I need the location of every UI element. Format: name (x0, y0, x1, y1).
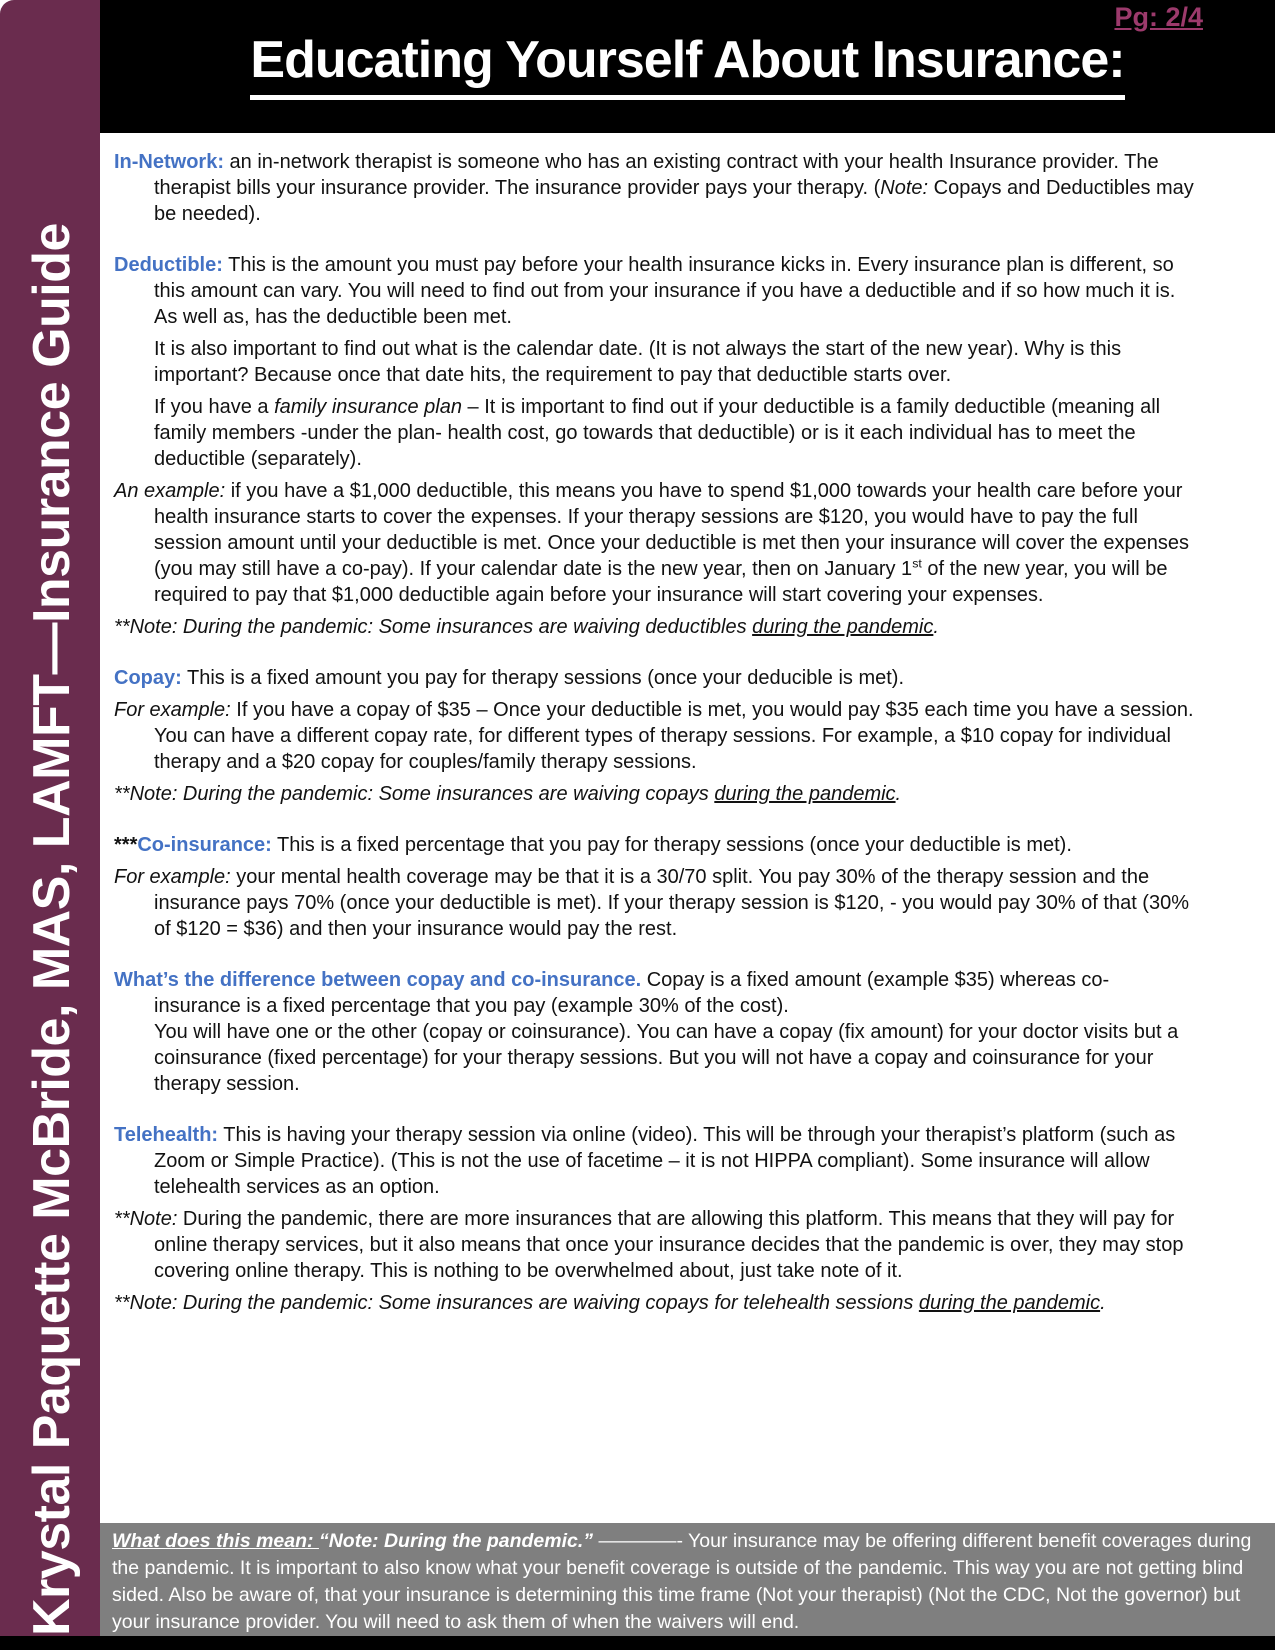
paragraph (114, 967, 1195, 1097)
text-run: Copay: (114, 667, 182, 689)
paragraph (114, 781, 1195, 807)
text-run: If you have a copay of $35 – Once your deductible is met, you would pay $35 each time you have a session. (230, 699, 1194, 721)
paragraph (114, 336, 1195, 388)
paragraph (114, 697, 1195, 775)
page-title: Educating Yourself About Insurance: (250, 30, 1124, 100)
paragraph (114, 252, 1195, 330)
text-run: an in-network therapist is someone who has an existing contract with your health Insurance provider. The therapist bills your insurance provider. The insurance provider pays your therapy. ( (154, 151, 1159, 199)
text-run: For example: (114, 699, 231, 721)
paragraph (114, 1290, 1195, 1316)
paragraph (114, 478, 1195, 608)
text-run: . (1100, 1292, 1106, 1314)
paragraph (114, 1206, 1195, 1284)
text-run: What does this mean: (112, 1530, 319, 1552)
text-run: If you have a (154, 396, 275, 418)
text-run: What’s the difference between copay and co-insurance. (114, 969, 642, 991)
text-run: **Note: During the pandemic: Some insurances are waiving copays for telehealth sessions (114, 1292, 919, 1314)
text-run: Note: (880, 177, 929, 199)
bottom-border (0, 1636, 1275, 1650)
text-run: You will have one or the other (copay or coinsurance). You can have a copay (fix amount) for your doctor visits but a coinsurance (fixed percentage) for your therapy sessions. But you will not have a copay and coinsurance for your therapy session. (154, 1021, 1179, 1095)
text-run: You can have a different copay rate, for different types of therapy sessions. For example, a $10 copay for individual therapy and a $20 copay for couples/family therapy sessions. (154, 725, 1171, 773)
text-run: if you have a $1,000 deductible, this means you have to spend $1,000 towards your health care before your health insurance starts to cover the expenses. If your therapy sessions are $120, you would have to pay the full session amount until your deductible is met. Once your deductible is met then your insurance will cover the expenses (you may still have a co-pay). If your calendar date is the new year, then on January 1 (154, 480, 1189, 580)
text-run: . (933, 616, 939, 638)
footer-note (100, 1523, 1275, 1636)
text-run: Your insurance may be offering different benefit coverages during the pandemic. It is important to also know what your benefit coverage is outside of the pandemic. This way you are not getting blind sided. Also be aware of, that your insurance is determining this time frame (Not your therapist) (Not the CDC, Not the governor) but your insurance provider. You will need to ask them of when the waivers will end. (112, 1530, 1252, 1633)
text-run: This is a fixed amount you pay for therapy sessions (once your deducible is met). (181, 667, 905, 689)
sidebar-author-title: Krystal Paquette McBride, MAS, LAMFT—Insurance Guide (23, 223, 81, 1636)
text-run: In-Network: (114, 151, 224, 173)
paragraph (114, 665, 1195, 691)
text-run: Copay is a fixed amount (example $35) whereas co-insurance is a fixed percentage that you pay (example 30% of the cost). (154, 969, 1110, 1017)
text-run: “Note: During the pandemic.” (318, 1530, 599, 1552)
text-run: Telehealth: (114, 1124, 219, 1146)
text-run: – It is important to find out if your deductible is a family deductible (meaning all family members -under the plan- health cost, go towards that deductible) or is it each individual has to meet the deductible (separately). (154, 396, 1161, 470)
text-run: family insurance plan (274, 396, 462, 418)
paragraph (114, 394, 1195, 472)
text-run: during the pandemic (714, 783, 896, 805)
paragraph (114, 864, 1195, 942)
text-run: Deductible: (114, 254, 223, 276)
text-run: during the pandemic (752, 616, 934, 638)
text-run: During the pandemic, there are more insurances that are allowing this platform. This means that they will pay for online therapy services, but it also means that once your insurance decides that the pandemic is over, they may stop covering online therapy. This is nothing to be overwhelmed about, just take note of it. (154, 1208, 1184, 1282)
text-run: **Note: (114, 1208, 178, 1230)
text-run: **Note: During the pandemic: Some insurances are waiving deductibles (114, 616, 753, 638)
header-bar (100, 0, 1275, 133)
text-run: It is also important to find out what is the calendar date. (It is not always the start of the new year). Why is this important? Because once that date hits, the requirement to pay that deductible starts over. (154, 338, 1122, 386)
text-run: For example: (114, 866, 231, 888)
paragraph (114, 1122, 1195, 1200)
text-run: *** (114, 834, 138, 856)
page-number: Pg: 2/4 (1114, 2, 1203, 32)
text-run: your mental health coverage may be that it is a 30/70 split. You pay 30% of the therapy session and the insurance pays 70% (once your deductible is met). If your therapy session is $120, - you would pay 30% of that (30% of $120 = $36) and then your insurance would pay the rest. (154, 866, 1189, 940)
sidebar (0, 0, 100, 1650)
text-run: An example: (114, 480, 226, 502)
paragraph (114, 614, 1195, 640)
text-run: This is a fixed percentage that you pay for therapy sessions (once your deductible is met). (271, 834, 1072, 856)
text-run: . (895, 783, 902, 805)
text-run: Copays and Deductibles may be needed). (154, 177, 1194, 225)
text-run: ————- (598, 1530, 689, 1552)
text-run: during the pandemic (918, 1292, 1101, 1314)
text-run: This is the amount you must pay before your health insurance kicks in. Every insurance plan is different, so this amount can vary. You will need to find out from your insurance if you have a deductible and if so how much it is. As well as, has the deductible been met. (154, 254, 1176, 328)
text-run: Co-insurance: (137, 834, 272, 856)
paragraph (114, 832, 1195, 858)
text-run: **Note: During the pandemic: Some insurances are waiving copays (114, 783, 715, 805)
text-run: of the new year, you will be required to pay that $1,000 deductible again before your insurance will start covering your expenses. (154, 558, 1168, 606)
footer-text (112, 1528, 1263, 1636)
paragraph (114, 149, 1195, 227)
document-body (100, 133, 1275, 1322)
text-run: st (912, 556, 922, 571)
text-run: This is having your therapy session via online (video). This will be through your therapist’s platform (such as Zoom or Simple Practice). (This is not the use of facetime – it is not HIPPA compliant). Some insurance will allow telehealth services as an option. (154, 1124, 1176, 1198)
